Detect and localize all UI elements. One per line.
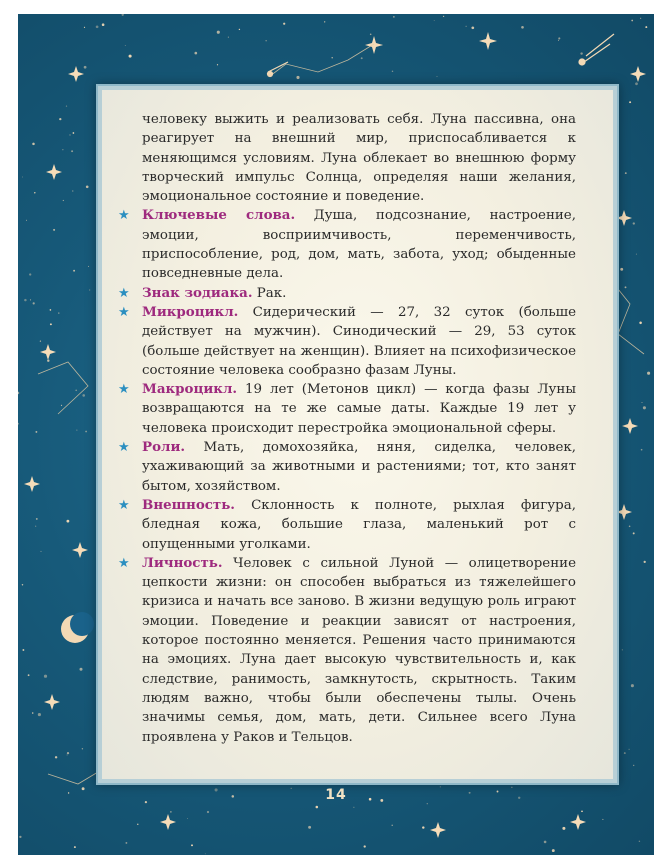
star-dot	[580, 52, 582, 54]
sparkle-star-icon	[622, 418, 638, 434]
star-dot	[89, 289, 90, 290]
star-dot	[82, 748, 83, 749]
star-dot	[393, 16, 394, 17]
star-dot	[38, 713, 41, 716]
star-dot	[129, 55, 132, 58]
star-dot	[622, 649, 623, 650]
item-text: Душа, подсознание, настроение, эмоции, восприимчивость, переменчивость, приспособление, род, дом, мать, забота, уход; обыденные повседневные дела.	[142, 208, 576, 282]
star-dot	[125, 45, 126, 46]
star-dot	[324, 21, 325, 22]
star-dot	[58, 312, 59, 313]
star-dot	[392, 71, 393, 72]
sparkle-star-icon	[72, 542, 88, 558]
star-dot	[24, 299, 26, 301]
sparkle-star-icon	[570, 814, 586, 830]
sparkle-star-icon	[430, 822, 446, 838]
star-dot	[625, 172, 627, 174]
sparkle-star-icon	[40, 344, 56, 360]
star-dot	[170, 811, 171, 812]
star-dot	[625, 286, 627, 288]
star-dot	[217, 31, 220, 34]
star-dot	[26, 220, 27, 221]
star-dot	[316, 806, 319, 809]
item-term: Роли.	[142, 439, 186, 456]
star-dot	[629, 101, 631, 103]
star-dot	[633, 765, 634, 766]
list-item-personality	[118, 554, 576, 747]
star-dot	[19, 836, 21, 838]
star-dot	[22, 649, 24, 651]
star-dot	[29, 273, 31, 275]
star-dot	[633, 222, 635, 224]
star-dot	[82, 394, 85, 397]
star-dot	[67, 755, 68, 756]
star-dot	[33, 302, 35, 304]
item-term: Микроцикл.	[142, 303, 239, 320]
star-dot	[75, 389, 77, 391]
star-dot	[63, 200, 64, 201]
article-content	[118, 110, 576, 747]
star-dot	[521, 26, 524, 29]
star-dot	[36, 518, 38, 520]
list-item-microcycle	[118, 303, 576, 380]
star-dot	[642, 402, 643, 403]
star-dot	[50, 323, 52, 325]
star-dot	[85, 431, 87, 433]
star-bullet-icon: ★	[118, 440, 130, 456]
star-dot	[639, 322, 642, 325]
star-dot	[76, 430, 77, 431]
star-dot	[79, 668, 82, 671]
star-dot	[466, 26, 467, 27]
star-dot	[35, 526, 36, 527]
star-dot	[641, 449, 643, 451]
star-dot	[84, 66, 87, 69]
star-dot	[73, 132, 75, 134]
star-dot	[640, 18, 641, 19]
star-dot	[544, 841, 547, 844]
star-dot	[443, 16, 444, 17]
sparkle-star-icon	[365, 36, 383, 54]
star-dot	[194, 52, 197, 55]
star-dot	[353, 807, 354, 808]
list-item-appearance	[118, 496, 576, 554]
star-dot	[647, 372, 650, 375]
star-dot	[28, 674, 30, 676]
star-dot	[308, 826, 311, 829]
sparkle-star-icon	[160, 814, 176, 830]
star-bullet-icon: ★	[118, 497, 130, 513]
star-dot	[391, 825, 392, 826]
star-dot	[631, 20, 633, 22]
star-dot	[137, 824, 138, 825]
star-dot	[239, 29, 240, 30]
star-dot	[283, 23, 285, 25]
star-dot	[61, 405, 62, 406]
crescent-moon-icon	[61, 612, 94, 643]
star-dot	[32, 712, 34, 714]
star-bullet-icon: ★	[118, 285, 130, 301]
star-dot	[631, 684, 634, 687]
item-term: Макроцикл.	[142, 381, 238, 398]
star-dot	[55, 756, 57, 758]
sparkle-star-icon	[24, 476, 40, 492]
star-dot	[636, 254, 637, 255]
item-term: Ключевые слова.	[142, 207, 296, 224]
star-dot	[84, 27, 85, 28]
star-dot	[370, 34, 372, 36]
star-dot	[266, 40, 267, 41]
star-dot	[18, 392, 19, 395]
star-dot	[629, 526, 631, 528]
star-dot	[644, 561, 646, 563]
star-dot	[558, 37, 560, 39]
star-dot	[88, 266, 89, 267]
item-term: Знак зодиака.	[142, 284, 253, 301]
star-dot	[205, 853, 206, 854]
star-dot	[191, 844, 193, 846]
star-dot	[74, 846, 76, 848]
star-dot	[207, 811, 209, 813]
star-dot	[217, 64, 218, 65]
list-item-roles	[118, 438, 576, 496]
book-page	[18, 14, 654, 855]
star-dot	[558, 40, 559, 41]
star-dot	[73, 270, 75, 272]
star-dot	[67, 752, 69, 754]
star-dot	[602, 819, 603, 820]
star-dot	[635, 82, 638, 85]
star-dot	[40, 340, 41, 341]
star-dot	[620, 268, 623, 271]
star-dot	[645, 26, 647, 28]
comet-icon	[268, 34, 615, 77]
item-text: Склонность к полноте, рыхлая фигура, бледная кожа, большие глаза, маленький рот с опущенными уголками.	[142, 497, 576, 552]
star-bullet-icon: ★	[118, 555, 130, 571]
star-dot	[96, 25, 99, 28]
star-dot	[437, 76, 438, 77]
star-dot	[34, 192, 35, 193]
star-dot	[562, 827, 565, 830]
sparkle-star-icon	[479, 32, 497, 50]
list-item-zodiac	[118, 284, 576, 303]
item-term: Личность.	[142, 554, 223, 571]
star-dot	[228, 37, 229, 38]
star-dot	[22, 584, 23, 585]
text-panel	[102, 90, 613, 779]
star-dot	[32, 143, 35, 146]
star-bullet-icon: ★	[118, 382, 130, 398]
sparkle-star-icon	[44, 694, 60, 710]
star-dot	[86, 185, 89, 188]
star-dot	[427, 803, 428, 804]
star-dot	[40, 551, 41, 552]
item-text: 19 лет (Метонов цикл) — когда фазы Луны возвращаются на те же самые даты. Каждые 19 лет у человека происходит перестройка эмоциональной сферы.	[142, 382, 576, 436]
list-item-macrocycle	[118, 380, 576, 438]
star-dot	[18, 423, 19, 425]
star-dot	[581, 810, 583, 812]
sparkle-star-icon	[46, 164, 62, 180]
item-text: Мать, домохозяйка, няня, сиделка, человек, ухаживающий за животными и растениями; тот, кто занят бытом, хозяйством.	[142, 440, 576, 494]
star-dot	[62, 149, 63, 150]
sparkle-star-icon	[630, 66, 646, 82]
star-dot	[53, 229, 55, 231]
star-dot	[47, 359, 49, 361]
star-dot	[59, 118, 61, 120]
star-dot	[296, 76, 299, 79]
star-dot	[633, 532, 635, 534]
star-dot	[361, 57, 363, 59]
star-dot	[66, 520, 69, 523]
intro-paragraph: человеку выжить и реализовать себя. Луна пассивна, она реагирует на внешний мир, приспосабливается к меняющимся условиям. Луна облекает во внешнюю форму творческий импульс Солнца, определяя наши желания, эмоциональное состояние и поведение.	[142, 112, 576, 205]
star-dot	[22, 177, 23, 178]
star-dot	[471, 26, 474, 29]
item-text: Человек с сильной Луной — олицетворение цепкости жизни: он способен выбраться из тяжелейшего кризиса и начать все заново. В жизни ведущую роль играют эмоции. Поведение и реакции зависят от настроения, которое постоянно меняется. Решения часто принимаются на эмоциях. Луна дает высокую чувствительность и, как следствие, ранимость, замкнутость, скрытность. Таким людям важно, чтобы были обеспечены тылы. Очень значимы семья, дом, мать, дети. Сильнее всего Луна проявлена у Раков и Тельцов.	[142, 555, 576, 745]
star-dot	[102, 23, 105, 26]
star-bullet-icon: ★	[118, 208, 130, 224]
star-dot	[35, 431, 37, 433]
star-dot	[125, 842, 127, 844]
star-dot	[552, 849, 555, 852]
star-bullet-icon: ★	[118, 304, 130, 320]
star-dot	[50, 309, 52, 311]
list-item-keywords	[118, 206, 576, 283]
star-dot	[44, 675, 47, 678]
star-dot	[629, 749, 630, 750]
item-text: Рак.	[256, 285, 287, 301]
star-dot	[30, 299, 31, 300]
star-dot	[422, 826, 424, 828]
star-dot	[643, 406, 646, 409]
star-dot	[71, 150, 73, 152]
sparkle-star-icon	[68, 66, 84, 82]
star-dot	[639, 841, 640, 842]
item-term: Внешность.	[142, 496, 235, 513]
star-dot	[72, 190, 73, 191]
text-panel-frame	[96, 84, 619, 785]
star-dot	[69, 134, 70, 135]
page-number: 14	[325, 787, 347, 803]
star-dot	[624, 752, 626, 754]
star-dot	[331, 57, 332, 58]
star-dot	[187, 818, 188, 819]
star-dot	[434, 20, 435, 21]
item-text: Сидерический — 27, 32 суток (больше действует на мужчин). Синодический — 29, 53 суток (больше действует на женщин). Влияет на психофизическое состояние человека сообразно фазам Луны.	[142, 304, 576, 378]
star-dot	[66, 105, 67, 106]
star-dot	[122, 14, 124, 16]
star-dot	[364, 845, 366, 847]
